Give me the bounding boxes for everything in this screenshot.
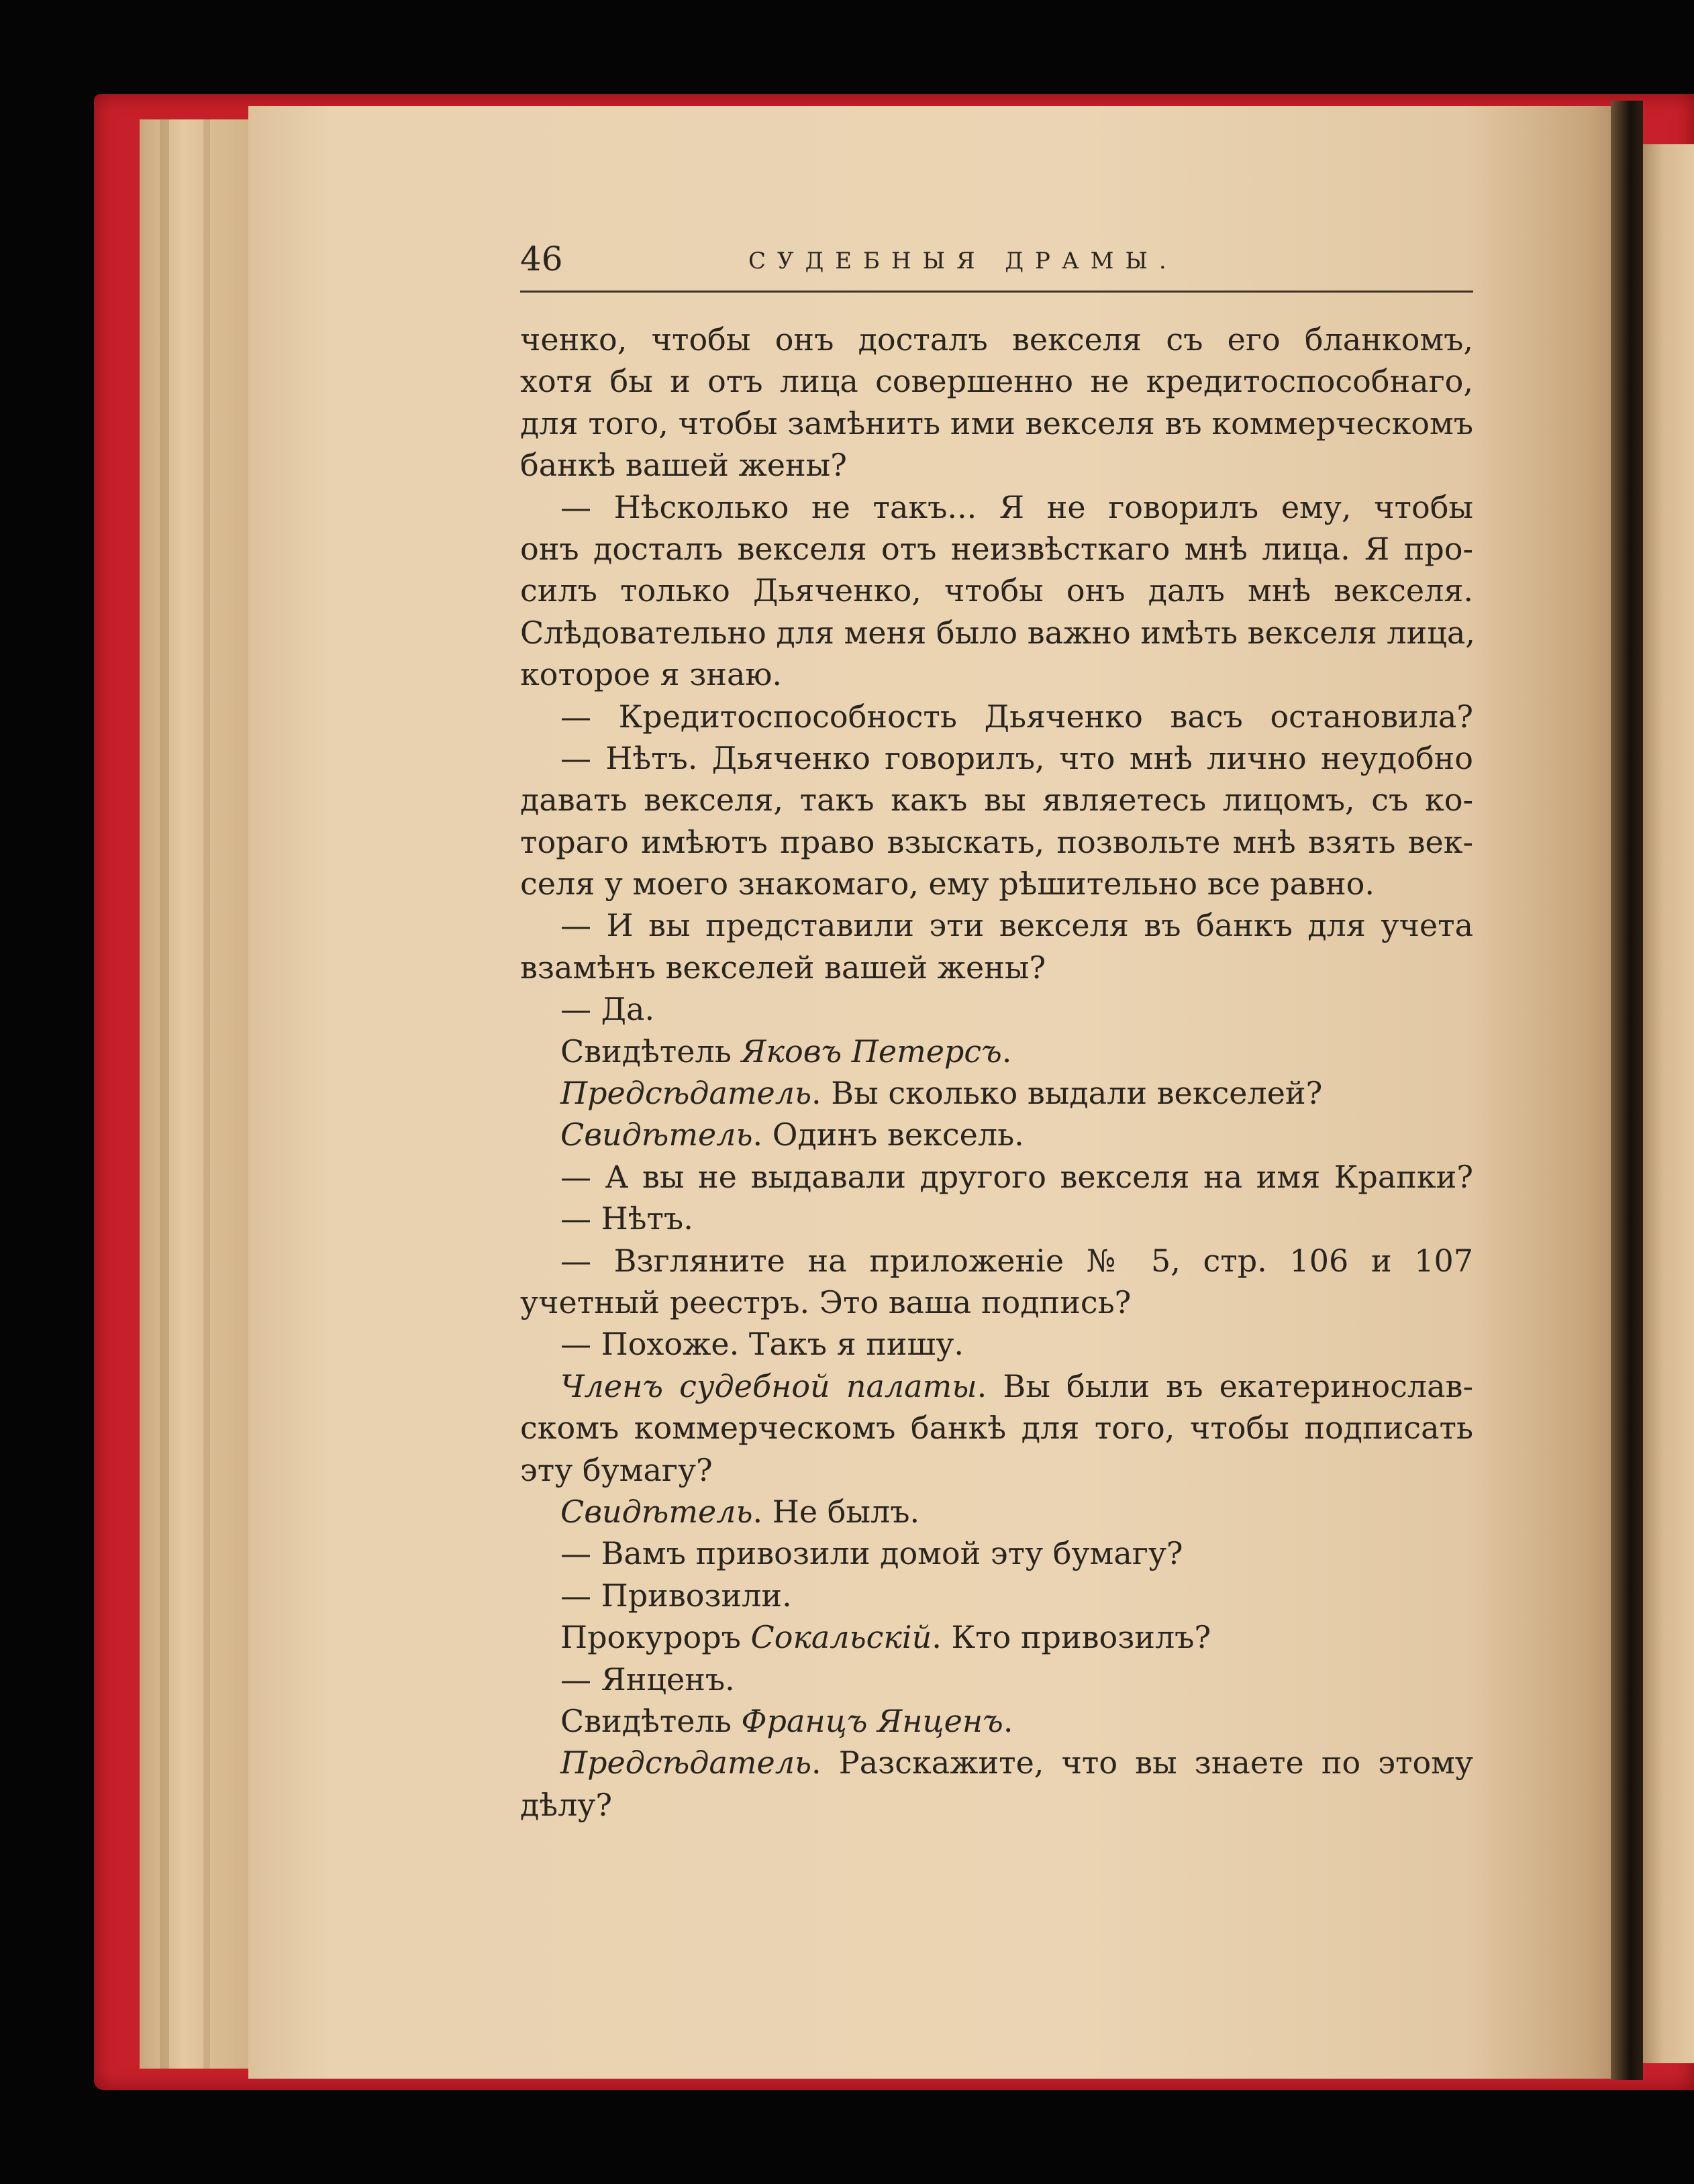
text-line xyxy=(520,1616,1473,1658)
line-text: — Взгляните на приложеніе № 5, стр. 106 и 107 xyxy=(560,1242,1473,1279)
line-text: — Привозили. xyxy=(560,1577,792,1614)
text-line xyxy=(520,947,1473,988)
text-line xyxy=(520,863,1473,904)
line-text: Свидѣтель xyxy=(560,1033,742,1070)
line-text: — А вы не выдавали другого векселя на имя Крапки? xyxy=(560,1158,1473,1195)
text-line xyxy=(520,1407,1473,1449)
text-line xyxy=(520,612,1473,654)
line-text: Свидѣтель xyxy=(560,1702,742,1739)
line-text: — Нѣтъ. xyxy=(560,1200,693,1237)
text-line xyxy=(520,737,1473,779)
line-text: эту бумагу? xyxy=(520,1451,713,1488)
line-text: . Кто привозилъ? xyxy=(932,1619,1211,1656)
running-title: СУДЕБНЫЯ ДРАМЫ. xyxy=(748,248,1178,274)
text-line xyxy=(520,1114,1473,1155)
line-text: взамѣнъ векселей вашей жены? xyxy=(520,949,1046,986)
line-text: скомъ коммерческомъ банкѣ для того, чтобы подписать xyxy=(520,1410,1473,1447)
line-text: которое я знаю. xyxy=(520,656,783,693)
text-line xyxy=(520,696,1473,737)
running-head xyxy=(520,240,1473,293)
italic-name: Членъ судебной палаты xyxy=(560,1367,977,1404)
line-text: — Нѣтъ. Дьяченко говорилъ, что мнѣ лично неудобно xyxy=(560,739,1473,776)
text-line xyxy=(520,1532,1473,1574)
text-line xyxy=(520,1282,1473,1323)
line-text: . Одинъ вексель. xyxy=(752,1116,1024,1153)
italic-name: Францъ Янценъ xyxy=(741,1702,1003,1739)
text-line xyxy=(520,444,1473,486)
line-text: . Не былъ. xyxy=(752,1493,920,1530)
line-text: . xyxy=(1003,1702,1013,1739)
line-text: учетный реестръ. Это ваша подпись? xyxy=(520,1284,1132,1320)
line-text: — Да. xyxy=(560,991,655,1028)
line-text: ченко, чтобы онъ досталъ векселя съ его бланкомъ, xyxy=(520,321,1473,358)
line-text: селя у моего знакомаго, ему рѣшительно все равно. xyxy=(520,866,1375,902)
text-line xyxy=(520,360,1473,402)
text-line xyxy=(520,570,1473,611)
text-line xyxy=(520,1031,1473,1072)
text-line xyxy=(520,1575,1473,1616)
text-line xyxy=(520,1198,1473,1239)
italic-name: Сокальскій xyxy=(750,1619,932,1656)
line-text: тораго имѣютъ право взыскать, позвольте мнѣ взять век- xyxy=(520,823,1473,860)
text-line xyxy=(520,1365,1473,1407)
text-line xyxy=(520,1491,1473,1532)
line-text: — Похоже. Такъ я пишу. xyxy=(560,1326,964,1363)
text-line xyxy=(520,528,1473,570)
italic-name: Свидѣтель xyxy=(560,1493,753,1530)
line-text: хотя бы и отъ лица совершенно не кредитоспособнаго, xyxy=(520,363,1473,400)
italic-name: Свидѣтель xyxy=(560,1116,753,1153)
line-text: Прокуроръ xyxy=(560,1619,751,1656)
text-line xyxy=(520,1156,1473,1198)
text-line xyxy=(520,654,1473,695)
text-line xyxy=(520,486,1473,528)
line-text: — Вамъ привозили домой эту бумагу? xyxy=(560,1535,1183,1572)
book-gutter xyxy=(1611,101,1643,2080)
text-line xyxy=(520,988,1473,1030)
text-line xyxy=(520,403,1473,444)
text-line xyxy=(520,904,1473,946)
line-text: Слѣдовательно для меня было важно имѣть векселя лица, xyxy=(520,614,1475,651)
italic-name: Предсѣдатель xyxy=(560,1745,812,1781)
line-text: онъ досталъ векселя отъ неизвѣсткаго мнѣ лица. Я про- xyxy=(520,530,1473,567)
line-text: для того, чтобы замѣнить ими векселя въ коммерческомъ xyxy=(520,405,1473,441)
text-line xyxy=(520,1742,1473,1783)
line-text: банкѣ вашей жены? xyxy=(520,447,847,484)
page-number: 46 xyxy=(520,240,563,278)
text-line xyxy=(520,1240,1473,1282)
line-text: силъ только Дьяченко, чтобы онъ далъ мнѣ векселя. xyxy=(520,572,1473,609)
line-text: — И вы представили эти векселя въ банкъ для учета xyxy=(560,907,1473,944)
line-text: . Разскажите, что вы знаете по этому xyxy=(811,1745,1473,1781)
line-text: — Нѣсколько не такъ... Я не говорилъ ему, чтобы xyxy=(560,488,1473,525)
line-text: . xyxy=(1001,1033,1012,1070)
body-text xyxy=(520,319,1473,1826)
text-line xyxy=(520,1700,1473,1742)
text-line xyxy=(520,1784,1473,1826)
italic-name: Предсѣдатель xyxy=(560,1075,812,1112)
italic-name: Яковъ Петерсъ xyxy=(741,1033,1002,1070)
text-line xyxy=(520,1449,1473,1491)
text-line xyxy=(520,1659,1473,1700)
text-line xyxy=(520,319,1473,360)
line-text: давать векселя, такъ какъ вы являетесь лицомъ, съ ко- xyxy=(520,782,1473,819)
header-rule xyxy=(520,291,1473,293)
line-text: . Вы были въ екатеринослав- xyxy=(977,1367,1473,1404)
line-text: — Янценъ. xyxy=(560,1661,735,1698)
line-text: . Вы сколько выдали векселей? xyxy=(811,1075,1323,1112)
text-line xyxy=(520,779,1473,821)
facing-page-edge xyxy=(1643,144,1694,2063)
text-line xyxy=(520,821,1473,863)
line-text: дѣлу? xyxy=(520,1786,613,1823)
text-line xyxy=(520,1323,1473,1365)
text-line xyxy=(520,1072,1473,1114)
line-text: — Кредитоспособность Дьяченко васъ остановила? xyxy=(560,698,1473,735)
